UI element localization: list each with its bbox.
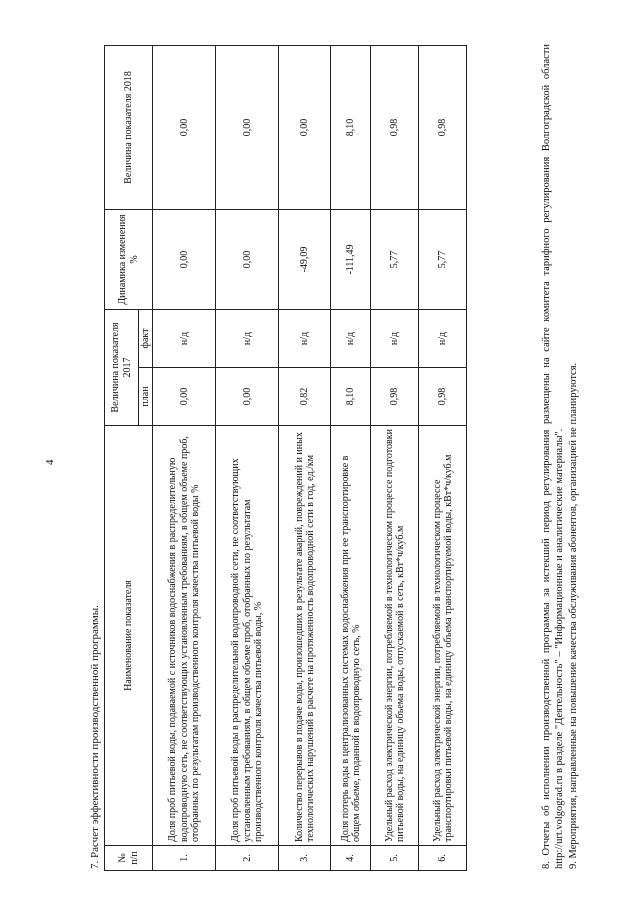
table-row (371, 46, 419, 871)
row-num: 6. (419, 846, 467, 871)
section-title: 7. Расчет эффективности производственной программы. (89, 605, 101, 869)
row-dynamics: 5,77 (419, 210, 467, 310)
row-num: 3. (279, 846, 331, 871)
row-fact: н/д (419, 310, 467, 368)
efficiency-table (104, 45, 467, 871)
row-dynamics: 0,00 (153, 210, 216, 310)
row-value-2018: 0,00 (279, 46, 331, 210)
table-row (153, 46, 216, 871)
table-row (419, 46, 467, 871)
row-name: Количество перерывов в подаче воды, произошедших в результате аварий, повреждений и иных технологических нарушений в расчете на протяженность водопроводной сети в год, ед./км (279, 426, 331, 846)
header-value-2018: Величина показателя 2018 (105, 46, 153, 210)
row-fact: н/д (279, 310, 331, 368)
row-dynamics: 5,77 (371, 210, 419, 310)
row-name: Доля потерь воды в централизованных системах водоснабжения при ее транспортировке в общем объеме, поданной в водопроводную сеть, % (331, 426, 371, 846)
note-8-reports: 8. Отчеты об исполнении производственной программы за истекший период регулирования размещены на сайте комитета тарифного регулирования Волгоградской области http://urt.volgograd.ru в разделе "Деятельность" – "Информационные и аналитические материалы". (541, 44, 565, 869)
row-plan: 8,10 (331, 368, 371, 426)
header-num: № п/п (105, 846, 153, 871)
row-value-2018: 0,00 (216, 46, 279, 210)
row-name: Доля проб питьевой воды в распределительной водопроводной сети, не соответствующих установленным требованиям, в общем объеме проб, отобранных по результатам производственного контроля качества питьевой воды, % (216, 426, 279, 846)
row-fact: н/д (216, 310, 279, 368)
header-name: Наименование показателя (105, 426, 153, 846)
row-num: 5. (371, 846, 419, 871)
row-name: Доля проб питьевой воды, подаваемой с источников водоснабжения в распределительную водопроводную сеть, не соответствующих установленным требованиям, в общем объеме проб, отобранных по результатам производственного контроля качества питьевой воды % (153, 426, 216, 846)
row-dynamics: -111,49 (331, 210, 371, 310)
header-dynamics: Динамика изменения % (105, 210, 153, 310)
header-value-2017: Величина показателя 2017 (105, 310, 139, 426)
row-dynamics: -49,09 (279, 210, 331, 310)
row-plan: 0,98 (371, 368, 419, 426)
row-plan: 0,82 (279, 368, 331, 426)
row-value-2018: 0,98 (371, 46, 419, 210)
row-name: Удельный расход электрической энергии, потребляемой в технологическом процессе транспортировки питьевой воды, на единицу объема транспортируемой воды, кВт*ч/куб.м (419, 426, 467, 846)
row-num: 1. (153, 846, 216, 871)
row-value-2018: 0,98 (419, 46, 467, 210)
row-num: 4. (331, 846, 371, 871)
page-number: 4 (44, 459, 56, 465)
row-name: Удельный расход электрической энергии, потребляемой в технологическом процессе подготовки питьевой воды, на единицу объема воды, отпускаемой в сеть, кВт*ч/куб.м (371, 426, 419, 846)
row-value-2018: 8,10 (331, 46, 371, 210)
row-plan: 0,00 (216, 368, 279, 426)
header-fact: факт (139, 310, 153, 368)
row-fact: н/д (331, 310, 371, 368)
header-plan: план (139, 368, 153, 426)
row-plan: 0,00 (153, 368, 216, 426)
table-row (331, 46, 371, 871)
row-num: 2. (216, 846, 279, 871)
row-fact: н/д (371, 310, 419, 368)
note-9-measures: 9. Мероприятия, направленные на повышение качества обслуживания абонентов, организацией не планируются. (568, 362, 579, 869)
row-value-2018: 0,00 (153, 46, 216, 210)
row-plan: 0,98 (419, 368, 467, 426)
table-row (279, 46, 331, 871)
row-dynamics: 0,00 (216, 210, 279, 310)
table-row (216, 46, 279, 871)
row-fact: н/д (153, 310, 216, 368)
